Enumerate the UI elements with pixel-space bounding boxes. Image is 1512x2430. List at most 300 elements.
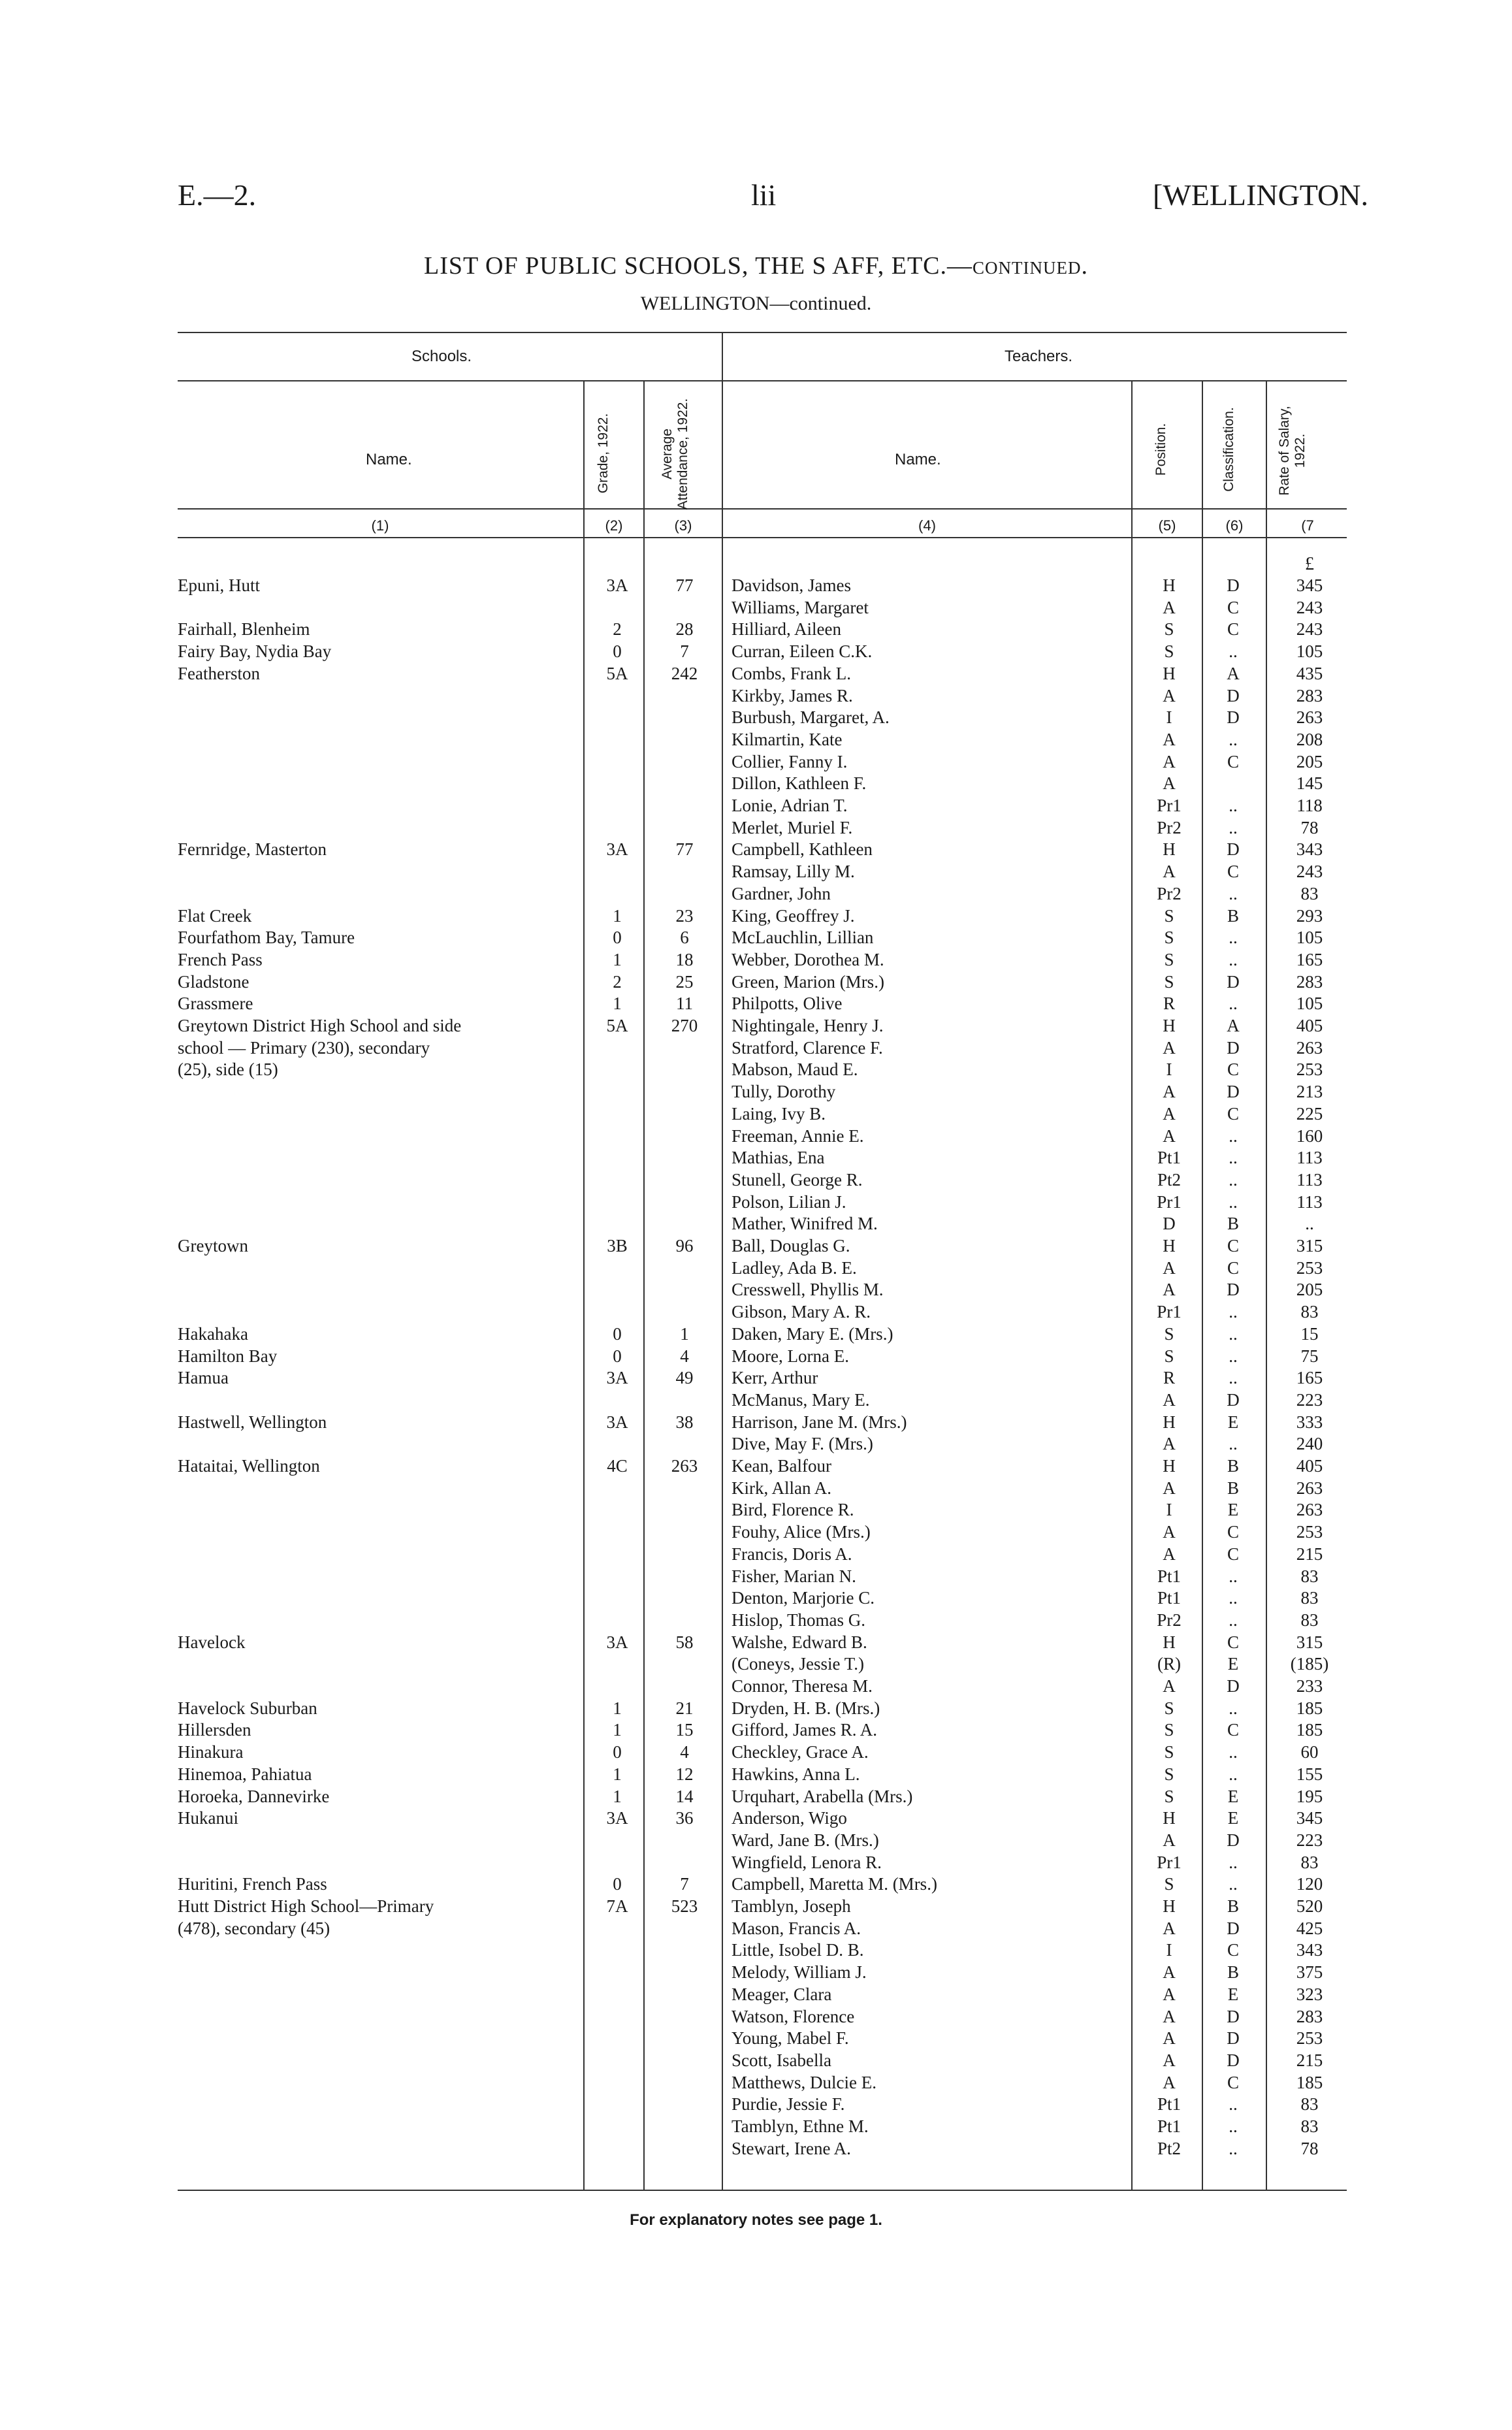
salary-cell: 283: [1296, 971, 1323, 992]
salary-cell: 345: [1296, 1808, 1323, 1828]
salary-cell: 118: [1296, 796, 1323, 815]
position-cell: A: [1163, 1126, 1176, 1146]
teachers-group-header: Teachers.: [1005, 348, 1073, 365]
table-row: [0, 1566, 1512, 1588]
salary-cell: 105: [1296, 994, 1323, 1014]
school-name-cell: (478), secondary (45): [178, 1918, 330, 1938]
grade-cell: 0: [613, 1742, 622, 1762]
table-row: [0, 1323, 1512, 1346]
teacher-name-cell: Moore, Lorna E.: [732, 1346, 849, 1366]
table-row: [0, 575, 1512, 597]
table-row: [0, 751, 1512, 773]
teacher-name-cell: McManus, Mary E.: [732, 1389, 870, 1410]
salary-cell: 253: [1296, 1257, 1323, 1278]
teacher-name-cell: Philpotts, Olive: [732, 994, 843, 1014]
classification-cell: C: [1227, 1522, 1239, 1542]
table-row: [0, 1939, 1512, 1962]
teacher-name-cell: Meager, Clara: [732, 1984, 832, 2004]
grade-cell: 5A: [606, 1016, 628, 1035]
table-row: [0, 1367, 1512, 1389]
teacher-name-cell: Checkley, Grace A.: [732, 1742, 869, 1762]
position-cell: A: [1163, 1082, 1176, 1102]
school-name-cell: Hinemoa, Pahiatua: [178, 1764, 312, 1784]
classification-cell: C: [1227, 1060, 1239, 1080]
classification-cell: D: [1227, 1280, 1240, 1300]
teacher-name-cell: Walshe, Edward B.: [732, 1632, 867, 1652]
position-cell: A: [1163, 1544, 1176, 1564]
page-subtitle: WELLINGTON—continued.: [640, 293, 872, 314]
attendance-cell: 11: [676, 994, 693, 1014]
position-cell: S: [1164, 1323, 1174, 1344]
classification-cell: C: [1227, 2072, 1239, 2092]
grade-cell: 7A: [606, 1896, 628, 1916]
teacher-name-cell: Stewart, Irene A.: [732, 2138, 851, 2158]
salary-cell: 243: [1296, 597, 1323, 617]
classification-cell: C: [1227, 1236, 1239, 1256]
salary-cell: 83: [1300, 1610, 1319, 1630]
position-cell: H: [1163, 1632, 1176, 1652]
table-row: [0, 1213, 1512, 1235]
table-row: [0, 1610, 1512, 1632]
salary-cell: 253: [1296, 1060, 1323, 1080]
classification-cell: C: [1227, 1544, 1239, 1564]
column-number-3: (3): [674, 517, 692, 534]
position-cell: A: [1163, 773, 1176, 794]
position-cell: S: [1164, 1720, 1174, 1740]
position-cell: S: [1164, 1698, 1174, 1718]
table-row: [0, 773, 1512, 795]
classification-cell: B: [1227, 1478, 1239, 1498]
salary-cell: 113: [1296, 1148, 1323, 1168]
position-cell: S: [1164, 905, 1174, 926]
position-cell: I: [1166, 707, 1172, 728]
classification-cell: C: [1227, 1103, 1239, 1124]
grade-cell: 5A: [606, 663, 628, 683]
teacher-name-cell: Stratford, Clarence F.: [732, 1037, 883, 1058]
classification-cell: D: [1227, 1676, 1240, 1696]
grade-cell: 1: [613, 1698, 622, 1718]
table-row: [0, 1235, 1512, 1257]
teacher-name-cell: Webber, Dorothea M.: [732, 949, 884, 969]
classification-cell: D: [1227, 685, 1240, 705]
school-name-cell: Horoeka, Dannevirke: [178, 1786, 330, 1806]
school-name-cell: (25), side (15): [178, 1060, 278, 1080]
teacher-name-cell: Fisher, Marian N.: [732, 1566, 856, 1586]
schools-group-header: Schools.: [411, 348, 472, 365]
classification-cell: D: [1227, 1830, 1240, 1850]
column-number-4: (4): [918, 517, 936, 534]
classification-cell: ..: [1229, 641, 1238, 662]
classification-cell: D: [1227, 1389, 1240, 1410]
school-name-cell: Greytown District High School and side: [178, 1016, 462, 1035]
teacher-name-cell: Williams, Margaret: [732, 597, 869, 617]
school-name-cell: Huritini, French Pass: [178, 1874, 327, 1894]
teacher-name-cell: Green, Marion (Mrs.): [732, 971, 884, 992]
salary-cell: 333: [1296, 1412, 1323, 1432]
salary-cell: 83: [1300, 2116, 1319, 2136]
position-cell: H: [1163, 663, 1176, 683]
salary-cell: 315: [1296, 1632, 1323, 1652]
classification-cell: ..: [1229, 1874, 1238, 1894]
table-row: [0, 1389, 1512, 1412]
school-name-cell: Hamua: [178, 1368, 229, 1388]
position-cell: A: [1163, 1984, 1176, 2004]
teacher-name-cell: Harrison, Jane M. (Mrs.): [732, 1412, 907, 1432]
table-row: [0, 663, 1512, 685]
attendance-cell: 25: [675, 971, 694, 992]
classification-cell: C: [1227, 862, 1239, 882]
teacher-name-cell: Young, Mabel F.: [732, 2028, 849, 2049]
position-cell: A: [1163, 2028, 1176, 2049]
salary-cell: 240: [1296, 1434, 1323, 1454]
classification-cell: A: [1227, 663, 1240, 683]
teacher-name-cell: Mabson, Maud E.: [732, 1060, 858, 1080]
attendance-cell: 77: [675, 575, 694, 595]
classification-cell: ..: [1229, 817, 1238, 837]
classification-cell: D: [1227, 575, 1240, 595]
school-name-cell: Gladstone: [178, 971, 249, 992]
table-row: [0, 2072, 1512, 2094]
teacher-name-cell: Gardner, John: [732, 883, 831, 903]
grade-cell: 0: [613, 1323, 622, 1344]
salary-cell: 263: [1296, 707, 1323, 728]
classification-cell: C: [1227, 1940, 1239, 1960]
salary-cell: 15: [1300, 1323, 1319, 1344]
teacher-name-cell: Hawkins, Anna L.: [732, 1764, 860, 1784]
table-row: [0, 861, 1512, 883]
table-bottom-rule: [178, 2190, 1347, 2191]
position-cell: S: [1164, 1786, 1174, 1806]
teacher-name-cell: Dive, May F. (Mrs.): [732, 1434, 873, 1454]
salary-cell: 120: [1296, 1874, 1323, 1894]
table-row: [0, 2116, 1512, 2138]
table-row: [0, 1852, 1512, 1874]
salary-cell: 75: [1300, 1346, 1319, 1366]
salary-cell: 83: [1300, 1852, 1319, 1872]
position-cell: Pr1: [1157, 796, 1182, 815]
grade-cell: 1: [613, 1786, 622, 1806]
teacher-name-cell: King, Geoffrey J.: [732, 905, 855, 926]
table-row: [0, 1412, 1512, 1434]
attendance-cell: 4: [680, 1346, 689, 1366]
classification-cell: E: [1227, 1786, 1239, 1806]
attendance-cell: 28: [675, 619, 694, 640]
salary-cell: 105: [1296, 928, 1323, 948]
school-name-cell: Havelock: [178, 1632, 246, 1652]
position-cell: A: [1163, 2050, 1176, 2070]
classification-cell: ..: [1229, 1148, 1238, 1168]
classification-cell: ..: [1229, 1302, 1238, 1322]
teacher-name-cell: Purdie, Jessie F.: [732, 2094, 845, 2114]
table-row: [0, 1984, 1512, 2006]
salary-cell: 315: [1296, 1236, 1323, 1256]
grade-cell: 1: [613, 1764, 622, 1784]
position-cell: H: [1163, 839, 1176, 860]
attendance-cell: 6: [680, 928, 689, 948]
position-cell: A: [1163, 1676, 1176, 1696]
classification-cell: C: [1227, 1632, 1239, 1652]
classification-cell: E: [1227, 1412, 1239, 1432]
attendance-cell: 242: [671, 663, 698, 683]
table-row: [0, 1433, 1512, 1455]
position-cell: R: [1163, 994, 1175, 1014]
grade-header: Grade, 1922.: [596, 413, 611, 494]
classification-cell: ..: [1229, 1323, 1238, 1344]
position-cell: A: [1163, 1522, 1176, 1542]
salary-cell: 435: [1296, 663, 1323, 683]
table-row: [0, 1081, 1512, 1103]
table-row: [0, 619, 1512, 641]
attendance-cell: 1: [680, 1323, 689, 1344]
classification-cell: B: [1227, 1214, 1239, 1234]
teacher-name-cell: Watson, Florence: [732, 2006, 855, 2026]
attendance-cell: 96: [675, 1236, 694, 1256]
teacher-name-cell: Merlet, Muriel F.: [732, 817, 853, 837]
classification-cell: D: [1227, 2006, 1240, 2026]
table-row: [0, 1499, 1512, 1521]
teacher-name-cell: Daken, Mary E. (Mrs.): [732, 1323, 893, 1344]
salary-cell: 345: [1296, 575, 1323, 595]
school-name-cell: Epuni, Hutt: [178, 575, 260, 595]
classification-cell: ..: [1229, 1764, 1238, 1784]
classification-cell: E: [1227, 1808, 1239, 1828]
attendance-cell: 49: [675, 1368, 694, 1388]
salary-cell: 375: [1296, 1962, 1323, 1983]
table-row: [0, 993, 1512, 1015]
page-title: LIST OF PUBLIC SCHOOLS, THE S AFF, ETC.—continued.: [423, 252, 1089, 280]
attendance-cell: 4: [680, 1742, 689, 1762]
position-cell: A: [1163, 1478, 1176, 1498]
table-row: [0, 1632, 1512, 1654]
table-row: [0, 1455, 1512, 1478]
teacher-name-cell: Denton, Marjorie C.: [732, 1588, 875, 1608]
table-row: [0, 707, 1512, 729]
position-cell: Pr2: [1157, 883, 1182, 903]
table-row: [0, 729, 1512, 751]
teacher-name-cell: McLauchlin, Lillian: [732, 928, 874, 948]
classification-cell: ..: [1229, 928, 1238, 948]
position-cell: Pr1: [1157, 1191, 1182, 1212]
position-cell: S: [1164, 1742, 1174, 1762]
classification-cell: C: [1227, 619, 1239, 640]
teacher-name-cell: Kirkby, James R.: [732, 685, 853, 705]
position-cell: (R): [1157, 1654, 1181, 1674]
salary-cell: 343: [1296, 1940, 1323, 1960]
position-cell: A: [1163, 597, 1176, 617]
classification-cell: E: [1227, 1654, 1239, 1674]
group-header-rule: [178, 380, 1347, 381]
teacher-name-cell: Combs, Frank L.: [732, 663, 852, 683]
salary-cell: 263: [1296, 1478, 1323, 1498]
school-name-cell: Greytown: [178, 1236, 248, 1256]
salary-cell: 283: [1296, 2006, 1323, 2026]
teacher-name-cell: Ball, Douglas G.: [732, 1236, 850, 1256]
teacher-name-cell: Kirk, Allan A.: [732, 1478, 831, 1498]
school-name-cell: Fairhall, Blenheim: [178, 619, 310, 640]
table-row: [0, 1279, 1512, 1301]
table-row: [0, 597, 1512, 619]
teacher-name-cell: Anderson, Wigo: [732, 1808, 847, 1828]
table-row: [0, 641, 1512, 663]
school-name-cell: Hataitai, Wellington: [178, 1456, 320, 1476]
position-cell: S: [1164, 1346, 1174, 1366]
salary-cell: 78: [1300, 2138, 1319, 2158]
salary-cell: 185: [1296, 1698, 1323, 1718]
table-row: [0, 1346, 1512, 1368]
teacher-name-cell: Mason, Francis A.: [732, 1918, 861, 1938]
salary-cell: ..: [1305, 1214, 1314, 1234]
teacher-name-cell: Nightingale, Henry J.: [732, 1016, 884, 1035]
teacher-name-cell: Tully, Dorothy: [732, 1082, 836, 1102]
classification-cell: D: [1227, 1082, 1240, 1102]
teacher-name-cell: Gifford, James R. A.: [732, 1720, 877, 1740]
classification-cell: ..: [1229, 1852, 1238, 1872]
grade-cell: 3A: [606, 1412, 628, 1432]
school-name-cell: Hamilton Bay: [178, 1346, 278, 1366]
table-row: [0, 1169, 1512, 1191]
position-cell: A: [1163, 2072, 1176, 2092]
position-cell: S: [1164, 1874, 1174, 1894]
salary-cell: 165: [1296, 1368, 1323, 1388]
salary-cell: 263: [1296, 1500, 1323, 1520]
table-row: [0, 1698, 1512, 1720]
classification-cell: B: [1227, 1456, 1239, 1476]
salary-cell: 253: [1296, 2028, 1323, 2049]
salary-cell: 185: [1296, 2072, 1323, 2092]
classification-cell: D: [1227, 707, 1240, 728]
table-row: [0, 1918, 1512, 1940]
position-cell: A: [1163, 1257, 1176, 1278]
classification-cell: D: [1227, 1037, 1240, 1058]
position-cell: A: [1163, 751, 1176, 771]
table-row: [0, 1962, 1512, 1984]
table-row: [0, 1544, 1512, 1566]
teacher-name-cell: Kilmartin, Kate: [732, 729, 843, 749]
grade-cell: 3A: [606, 1368, 628, 1388]
salary-cell: 323: [1296, 1984, 1323, 2004]
classification-cell: ..: [1229, 994, 1238, 1014]
salary-cell: 405: [1296, 1456, 1323, 1476]
salary-cell: 60: [1300, 1742, 1319, 1762]
school-name-cell: Havelock Suburban: [178, 1698, 317, 1718]
grade-cell: 3A: [606, 1808, 628, 1828]
school-name-cell: Grassmere: [178, 994, 253, 1014]
attendance-cell: 15: [675, 1720, 694, 1740]
classification-cell: ..: [1229, 1610, 1238, 1630]
table-row: [0, 1103, 1512, 1126]
salary-cell: 113: [1296, 1169, 1323, 1190]
table-row: [0, 1807, 1512, 1830]
salary-cell: 283: [1296, 685, 1323, 705]
teacher-name-cell: Cresswell, Phyllis M.: [732, 1280, 884, 1300]
position-cell: Pr1: [1157, 1302, 1182, 1322]
salary-cell: 195: [1296, 1786, 1323, 1806]
table-row: [0, 1037, 1512, 1060]
position-cell: S: [1164, 1764, 1174, 1784]
school-name-cell: Hutt District High School—Primary: [178, 1896, 434, 1916]
attendance-cell: 12: [675, 1764, 694, 1784]
attendance-cell: 77: [675, 839, 694, 860]
position-cell: H: [1163, 1896, 1176, 1916]
table-row: [0, 1896, 1512, 1918]
position-cell: I: [1166, 1500, 1172, 1520]
classification-cell: ..: [1229, 1566, 1238, 1586]
table-row: [0, 1126, 1512, 1148]
teacher-name-cell: Mathias, Ena: [732, 1148, 825, 1168]
table-row: [0, 905, 1512, 928]
school-name-cell: Featherston: [178, 663, 260, 683]
classification-cell: ..: [1229, 1742, 1238, 1762]
grade-cell: 1: [613, 905, 622, 926]
salary-cell: 205: [1296, 1280, 1323, 1300]
position-cell: Pt1: [1157, 2116, 1182, 2136]
grade-cell: 1: [613, 949, 622, 969]
salary-cell: 293: [1296, 905, 1323, 926]
teacher-name-cell: Ward, Jane B. (Mrs.): [732, 1830, 879, 1850]
teacher-name-cell: Connor, Theresa M.: [732, 1676, 873, 1696]
position-cell: A: [1163, 1918, 1176, 1938]
column-number-rule: [178, 537, 1347, 538]
salary-cell: 243: [1296, 619, 1323, 640]
position-cell: D: [1163, 1214, 1176, 1234]
footer-note: For explanatory notes see page 1.: [630, 2211, 882, 2229]
classification-cell: D: [1227, 1918, 1240, 1938]
teacher-name-cell: (Coneys, Jessie T.): [732, 1654, 864, 1674]
salary-cell: 223: [1296, 1830, 1323, 1850]
school-name-cell: Hakahaka: [178, 1323, 248, 1344]
salary-cell: 215: [1296, 1544, 1323, 1564]
grade-cell: 0: [613, 641, 622, 662]
classification-cell: ..: [1229, 1191, 1238, 1212]
table-row: [0, 817, 1512, 839]
position-cell: I: [1166, 1060, 1172, 1080]
grade-cell: 3A: [606, 1632, 628, 1652]
attendance-cell: 7: [680, 1874, 689, 1894]
attendance-cell: 23: [675, 905, 694, 926]
salary-cell: 223: [1296, 1389, 1323, 1410]
column-number-7: (7: [1301, 517, 1314, 534]
position-cell: A: [1163, 2006, 1176, 2026]
salary-cell: 83: [1300, 1588, 1319, 1608]
salary-cell: 405: [1296, 1016, 1323, 1035]
salary-cell: 520: [1296, 1896, 1323, 1916]
salary-cell: 263: [1296, 1037, 1323, 1058]
table-row: [0, 795, 1512, 817]
classification-cell: ..: [1229, 1698, 1238, 1718]
table-row: [0, 1830, 1512, 1852]
attendance-cell: 18: [675, 949, 694, 969]
grade-cell: 2: [613, 619, 622, 640]
salary-cell: 343: [1296, 839, 1323, 860]
salary-cell: 83: [1300, 1566, 1319, 1586]
attendance-header: Average Attendance, 1922.: [660, 398, 690, 510]
teacher-name-cell: Freeman, Annie E.: [732, 1126, 864, 1146]
classification-cell: B: [1227, 1896, 1239, 1916]
teacher-name-cell: Polson, Lilian J.: [732, 1191, 846, 1212]
position-cell: Pr2: [1157, 817, 1182, 837]
classification-cell: B: [1227, 905, 1239, 926]
table-row: [0, 1257, 1512, 1280]
teacher-name-cell: Francis, Doris A.: [732, 1544, 852, 1564]
attendance-cell: 263: [671, 1456, 698, 1476]
teacher-name-cell: Campbell, Kathleen: [732, 839, 873, 860]
salary-cell: 253: [1296, 1522, 1323, 1542]
teacher-name-cell: Dillon, Kathleen F.: [732, 773, 867, 794]
position-cell: A: [1163, 1830, 1176, 1850]
teacher-name-cell: Stunell, George R.: [732, 1169, 863, 1190]
classification-cell: ..: [1229, 1126, 1238, 1146]
teacher-name-cell: Bird, Florence R.: [732, 1500, 854, 1520]
